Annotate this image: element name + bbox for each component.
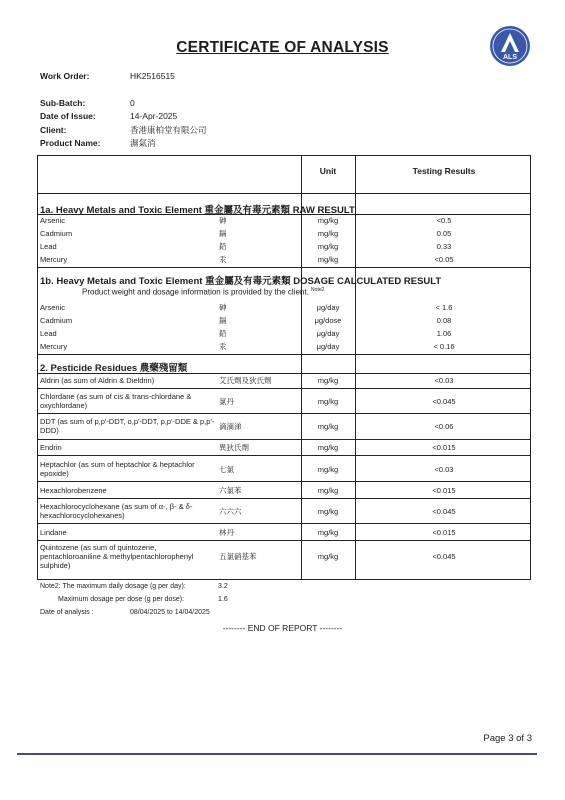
analyte-chinese: 六氯苯 — [219, 486, 242, 495]
client-row — [40, 124, 207, 136]
end-of-report: -------- END OF REPORT -------- — [222, 623, 343, 633]
work-order-row — [40, 71, 175, 81]
product-row — [40, 137, 156, 149]
analyte-unit: mg/kg — [317, 552, 339, 561]
unit-header: Unit — [319, 166, 337, 176]
analyte-chinese: 汞 — [219, 342, 227, 351]
row-rule — [38, 439, 530, 440]
analyte-unit: mg/kg — [317, 422, 339, 431]
analyte-chinese: 氯丹 — [219, 397, 234, 406]
analyte-unit: mg/kg — [317, 465, 339, 474]
analyte-result: <0.03 — [434, 376, 454, 385]
analyte-name: Lindane — [40, 528, 67, 537]
analyte-chinese: 滴滴涕 — [219, 422, 242, 431]
analyte-chinese: 六六六 — [219, 507, 242, 516]
analyte-name: Arsenic — [40, 216, 66, 225]
analyte-result: 0.05 — [436, 229, 452, 238]
analyte-chinese: 鉛 — [219, 242, 227, 251]
sub-batch-row — [40, 98, 135, 108]
date-issue-value: 14-Apr-2025 — [130, 111, 178, 121]
section-2-head-rule — [38, 373, 530, 374]
note2-label: Note2: The maximum daily dosage (g per day): — [40, 583, 186, 590]
analyte-chinese: 艾氏劑及狄氏劑 — [219, 376, 272, 385]
analyte-chinese: 林丹 — [219, 528, 234, 537]
date-analysis-value: 08/04/2025 to 14/04/2025 — [130, 609, 210, 616]
analyte-unit: mg/kg — [317, 507, 339, 516]
header-rule — [38, 193, 530, 194]
analyte-chinese: 鎘 — [219, 316, 227, 325]
analyte-name: DDT (as sum of p,p'-DDT, o,p'-DDT, p,p'-DDE & p,p'-DDD) — [40, 417, 215, 435]
section-1a-rule — [38, 214, 530, 215]
product-value: 濕氣消 — [130, 138, 156, 148]
analyte-chinese: 異狄氏劑 — [219, 443, 249, 452]
section-2-title: 2. Pesticide Residues 農藥殘留類 — [40, 363, 188, 374]
analyte-name: Lead — [40, 242, 57, 251]
analyte-result: <0.015 — [432, 486, 456, 495]
analyte-name: Aldrin (as sum of Aldrin & Dieldrin) — [40, 376, 155, 385]
analyte-name: Cadmium — [40, 316, 73, 325]
section-2-rule — [38, 354, 530, 355]
row-rule — [38, 523, 530, 524]
row-rule — [38, 388, 530, 389]
footer-rule — [17, 753, 537, 755]
analyte-name: Quintozene (as sum of quintozene, pentachloroaniline & methylpentachlorophenyl sulphide) — [40, 543, 194, 570]
section-1a-title: 1a. Heavy Metals and Toxic Element 重金屬及有毒元素類 RAW RESULT — [40, 205, 355, 216]
analyte-result: <0.045 — [432, 507, 456, 516]
analyte-name: Hexachlorobenzene — [40, 486, 107, 495]
sub-batch-label: Sub-Batch: — [40, 98, 86, 108]
analyte-chinese: 砷 — [219, 216, 227, 225]
note2-value: 3.2 — [218, 583, 228, 590]
analyte-result: <0.03 — [434, 465, 454, 474]
results-table — [37, 155, 531, 580]
logo-text: ALS — [503, 54, 517, 61]
analyte-result: <0.015 — [432, 443, 456, 452]
analyte-name: Mercury — [40, 255, 68, 264]
analyte-chinese: 鉛 — [219, 329, 227, 338]
analyte-chinese: 五氯硝基苯 — [219, 552, 257, 561]
analyte-name: Mercury — [40, 342, 68, 351]
analyte-result: < 0.16 — [433, 342, 455, 351]
note-ref: Note2 — [311, 287, 325, 293]
analyte-result: 0.33 — [436, 242, 452, 251]
analyte-result: <0.5 — [436, 216, 452, 225]
client-info-note: Product weight and dosage information is provided by the client. — [82, 287, 309, 297]
date-issue-label: Date of Issue: — [40, 111, 96, 121]
row-rule — [38, 498, 530, 499]
result-header: Testing Results — [412, 166, 476, 176]
section-1b-title: 1b. Heavy Metals and Toxic Element 重金屬及有毒元素類 DOSAGE CALCULATED RESULT — [40, 276, 442, 287]
analyte-result: <0.05 — [434, 255, 454, 264]
analyte-unit: mg/kg — [317, 255, 339, 264]
date-analysis-label: Date of analysis : — [40, 609, 94, 616]
product-label: Product Name: — [40, 138, 101, 148]
section-1b-rule — [38, 267, 530, 268]
analyte-unit: mg/kg — [317, 528, 339, 537]
analyte-name: Hexachlorocyclohexane (as sum of α-, β- & δ-hexachlorocyclohexanes) — [40, 502, 193, 520]
analyte-chinese: 砷 — [219, 303, 227, 312]
row-rule — [38, 481, 530, 482]
analyte-result: <0.045 — [432, 552, 456, 561]
analyte-unit: μg/day — [316, 329, 340, 338]
section-1b-note — [82, 287, 324, 297]
analyte-name: Lead — [40, 329, 57, 338]
analyte-unit: μg/day — [316, 342, 340, 351]
analyte-name: Chlordane (as sum of cis & trans-chlordane & oxychlordane) — [40, 392, 192, 410]
analyte-result: <0.015 — [432, 528, 456, 537]
analyte-result: 1.06 — [436, 329, 452, 338]
als-logo — [489, 25, 531, 67]
analyte-result: < 1.6 — [435, 303, 453, 312]
analyte-unit: mg/kg — [317, 376, 339, 385]
work-order-label: Work Order: — [40, 71, 90, 81]
analyte-unit: mg/kg — [317, 486, 339, 495]
analyte-unit: mg/kg — [317, 443, 339, 452]
analyte-name: Cadmium — [40, 229, 73, 238]
row-rule — [38, 540, 530, 541]
result-column-rule — [355, 156, 356, 579]
analyte-unit: μg/dose — [314, 316, 342, 325]
row-rule — [38, 413, 530, 414]
max-dose-value: 1.6 — [218, 596, 228, 603]
analyte-unit: mg/kg — [317, 242, 339, 251]
client-value: 香港康柏堂有限公司 — [130, 125, 207, 135]
analyte-chinese: 七氯 — [219, 465, 234, 474]
analyte-unit: mg/kg — [317, 397, 339, 406]
analyte-result: 0.08 — [436, 316, 452, 325]
analyte-name: Heptachlor (as sum of heptachlor & heptachlor epoxide) — [40, 460, 195, 478]
page-title: CERTIFICATE OF ANALYSIS — [176, 39, 389, 56]
client-label: Client: — [40, 125, 67, 135]
row-rule — [38, 455, 530, 456]
analyte-result: <0.045 — [432, 397, 456, 406]
analyte-chinese: 鎘 — [219, 229, 227, 238]
date-issue-row — [40, 111, 177, 121]
page-number: Page 3 of 3 — [483, 733, 532, 744]
analyte-unit: mg/kg — [317, 216, 339, 225]
sub-batch-value: 0 — [130, 98, 135, 108]
analyte-result: <0.06 — [434, 422, 454, 431]
analyte-name: Arsenic — [40, 303, 66, 312]
analyte-unit: μg/day — [316, 303, 340, 312]
work-order-value: HK2516515 — [130, 71, 175, 81]
max-dose-label: Maximum dosage per dose (g per dose): — [58, 596, 185, 603]
analyte-chinese: 汞 — [219, 255, 227, 264]
analyte-name: Endrin — [40, 443, 62, 452]
analyte-unit: mg/kg — [317, 229, 339, 238]
